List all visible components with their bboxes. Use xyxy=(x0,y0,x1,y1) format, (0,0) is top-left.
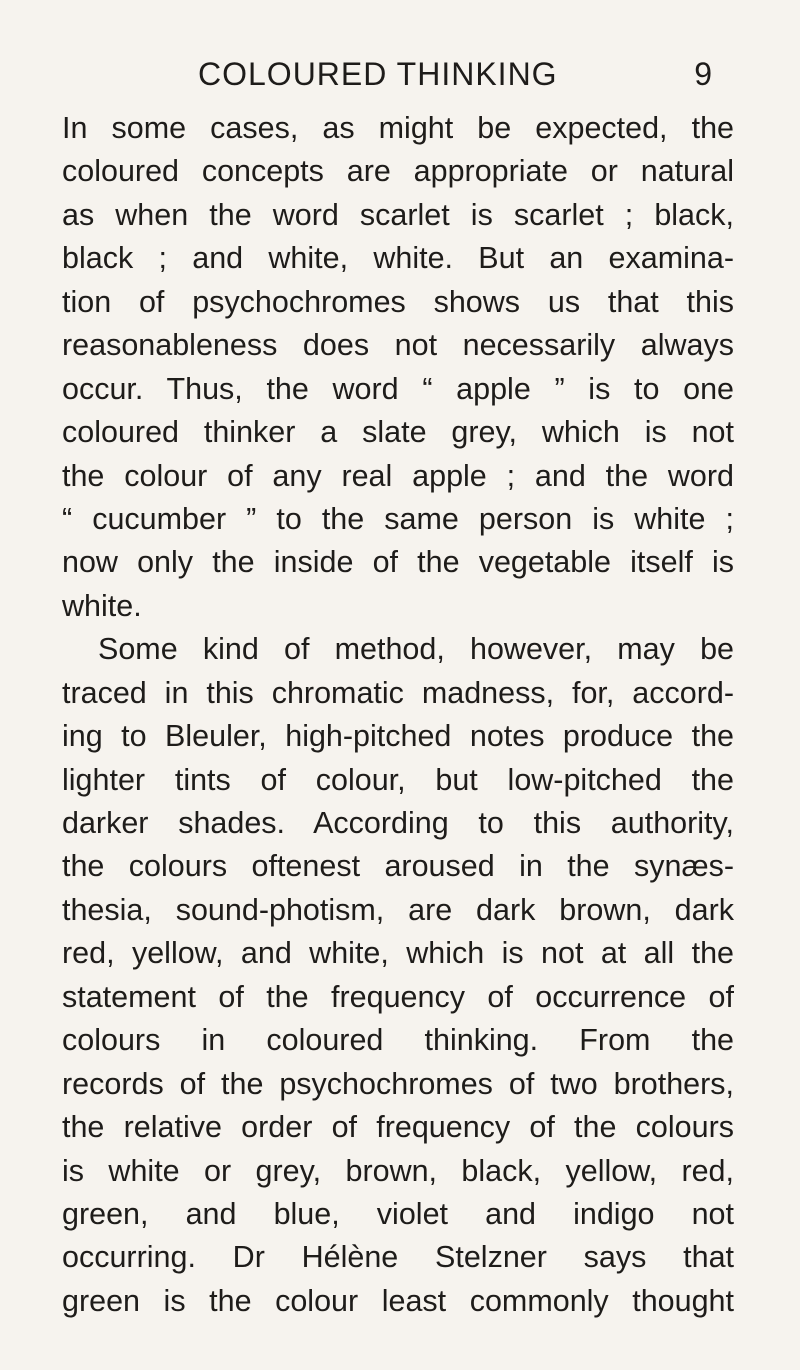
text-line: is white or grey, brown, black, yellow, red, xyxy=(62,1153,734,1188)
body-text xyxy=(62,107,734,1323)
text-line: darker shades. According to this authority, xyxy=(62,806,734,840)
text-line: now only the inside of the vegetable itself is xyxy=(62,545,734,580)
text-line: In some cases, as might be expected, the xyxy=(62,111,734,145)
text-line: the colours oftenest aroused in the synæs- xyxy=(62,849,734,884)
text-line: traced in this chromatic madness, for, accord- xyxy=(62,675,734,710)
text-line: red, yellow, and white, which is not at all the xyxy=(62,936,734,971)
text-line: colours in coloured thinking. From the xyxy=(62,1023,734,1058)
text-line: Some kind of method, however, may be xyxy=(98,632,734,667)
text-line: reasonableness does not necessarily always xyxy=(62,328,734,363)
text-line: black ; and white, white. But an examina- xyxy=(62,241,734,276)
text-line: thesia, sound-photism, are dark brown, dark xyxy=(62,892,734,927)
text-line: occur. Thus, the word “ apple ” is to one xyxy=(62,371,734,406)
text-line: “ cucumber ” to the same person is white ; xyxy=(62,501,734,536)
text-line: tion of psychochromes shows us that this xyxy=(62,284,734,319)
page-number: 9 xyxy=(694,56,712,92)
text-line: occurring. Dr Hélène Stelzner says that xyxy=(62,1240,734,1275)
text-line: the colour of any real apple ; and the word xyxy=(62,458,734,493)
text-line: green, and blue, violet and indigo not xyxy=(62,1196,734,1231)
text-line: as when the word scarlet is scarlet ; black, xyxy=(62,197,734,232)
text-line: white. xyxy=(62,588,142,623)
running-head xyxy=(120,52,760,96)
text-line: coloured concepts are appropriate or natural xyxy=(62,154,734,189)
text-line: statement of the frequency of occurrence of xyxy=(62,979,734,1014)
text-line: green is the colour least commonly thought xyxy=(62,1283,734,1318)
text-line: coloured thinker a slate grey, which is not xyxy=(62,415,734,450)
text-line: the relative order of frequency of the colours xyxy=(62,1110,734,1145)
text-line: ing to Bleuler, high-pitched notes produce the xyxy=(62,719,734,754)
text-line: records of the psychochromes of two brothers, xyxy=(62,1066,734,1101)
text-line: lighter tints of colour, but low-pitched the xyxy=(62,762,734,797)
running-title: COLOURED THINKING xyxy=(198,56,558,92)
